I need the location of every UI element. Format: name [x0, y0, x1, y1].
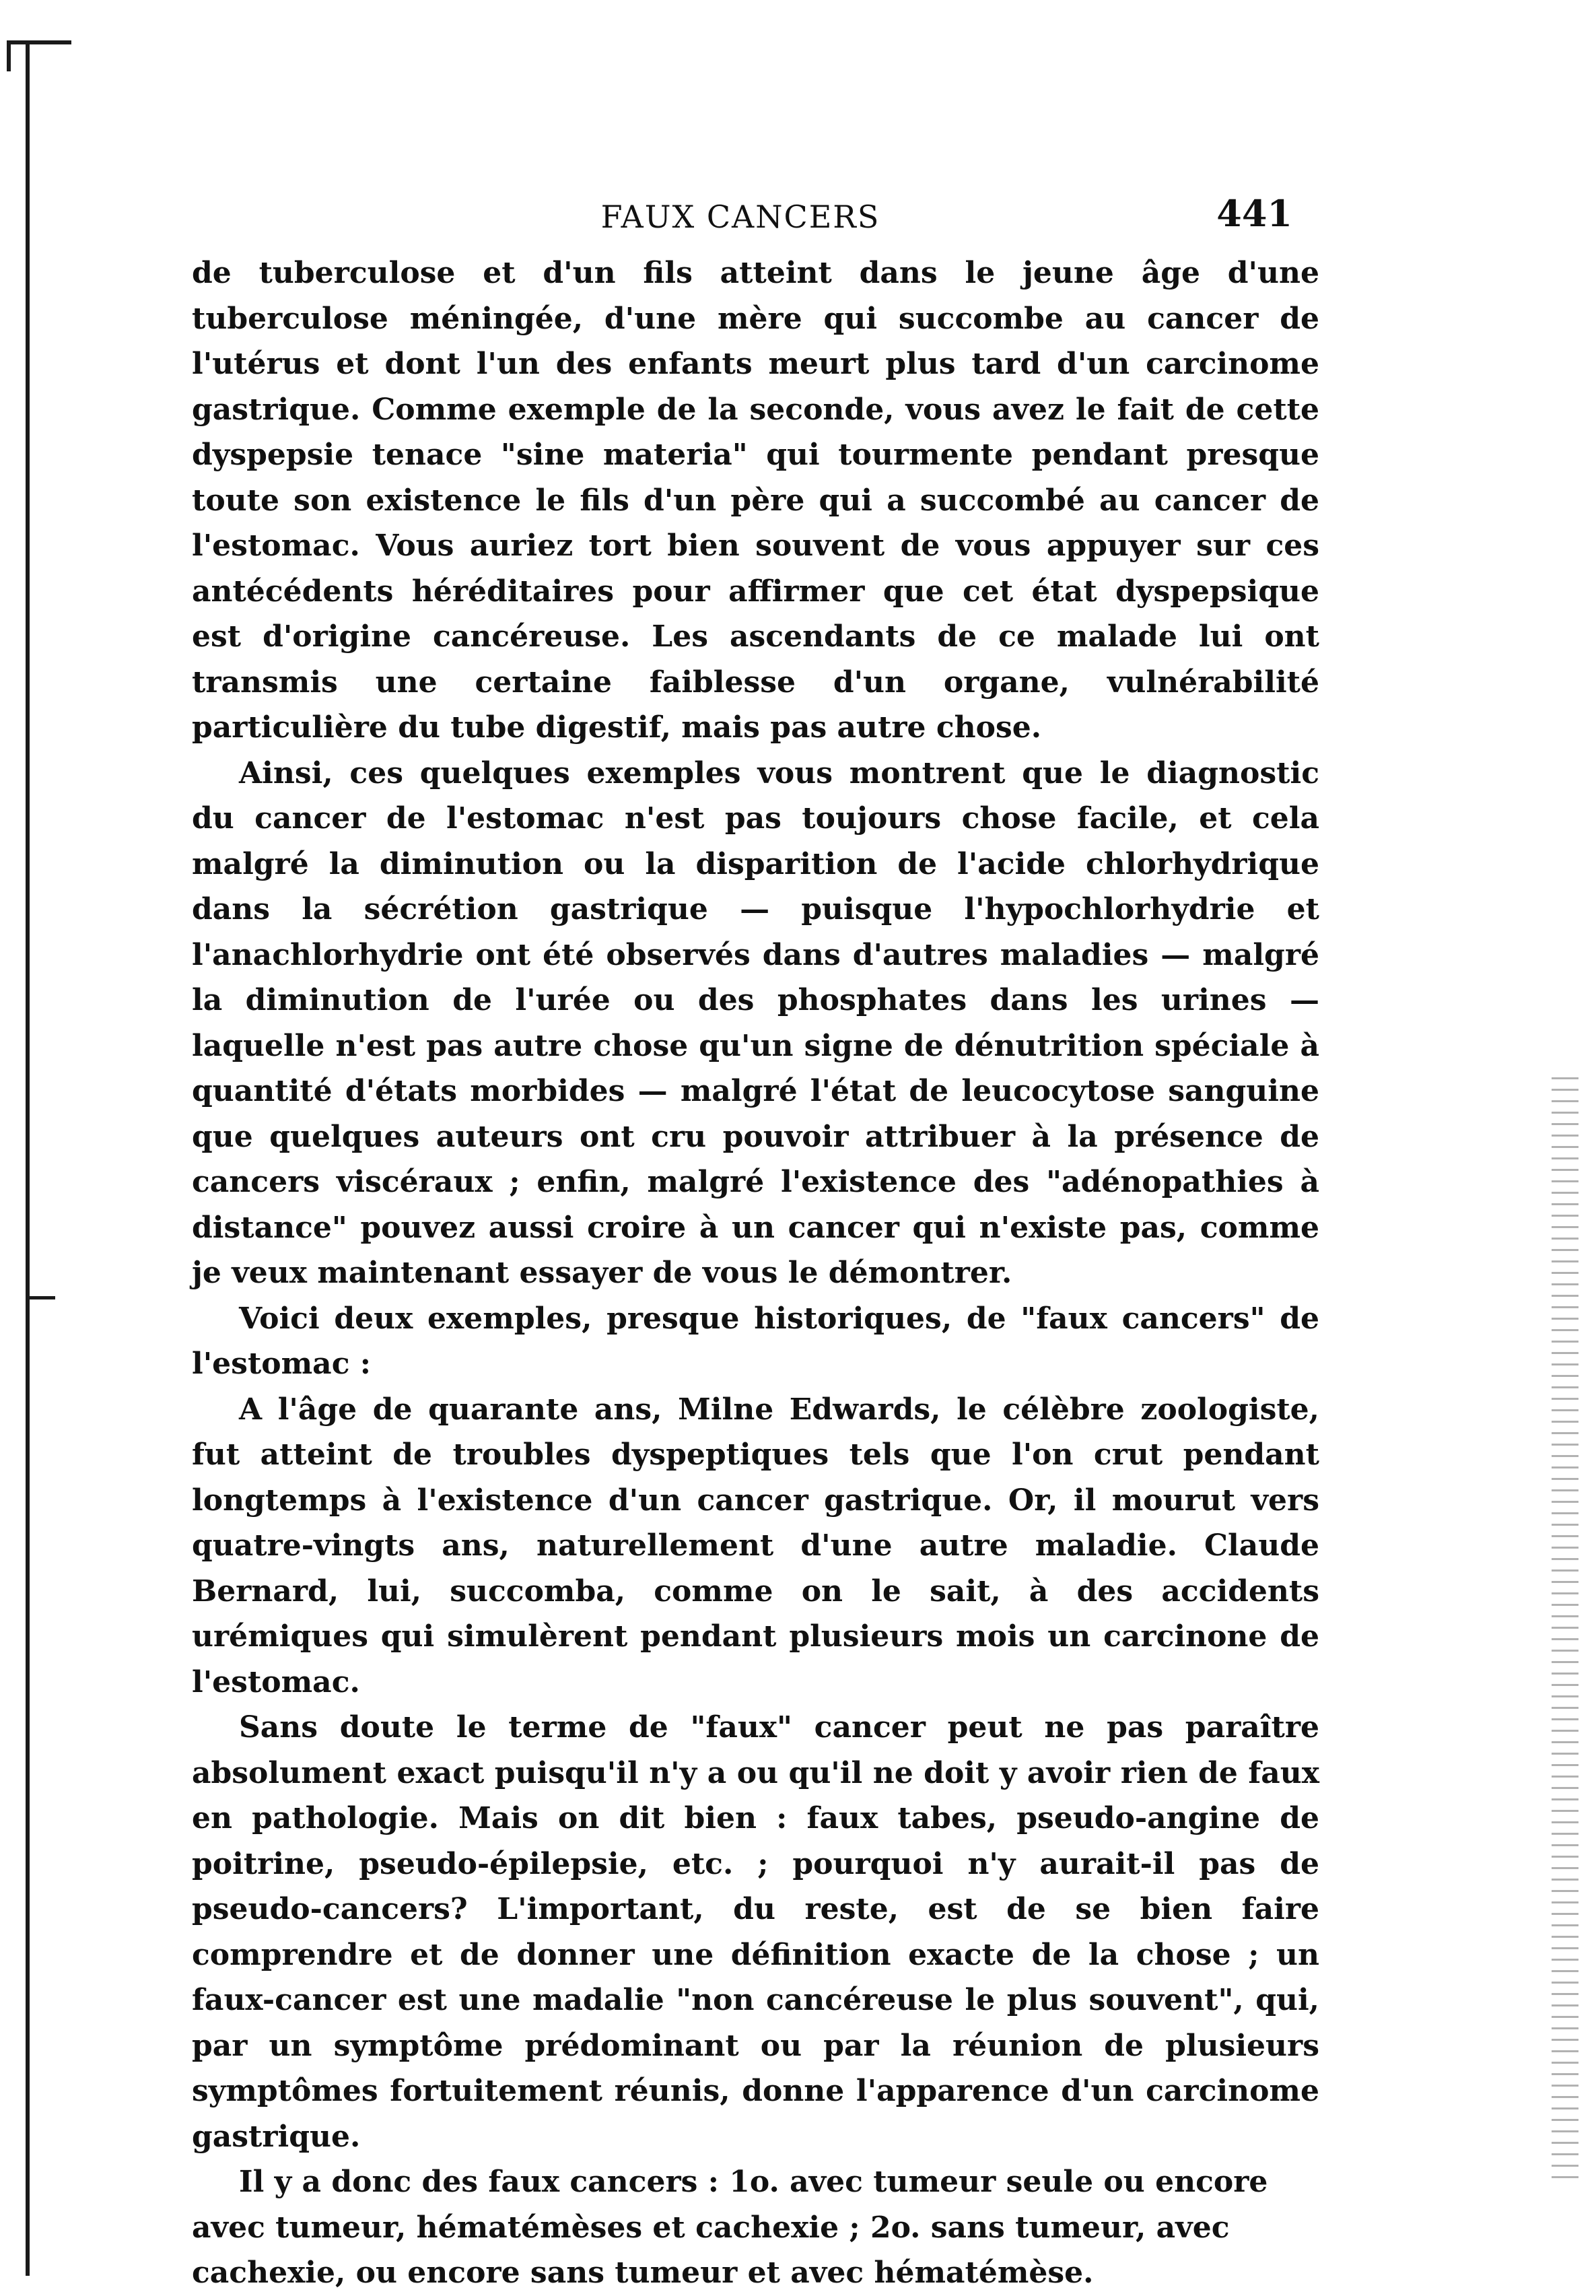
paragraph: de tuberculose et d'un fils atteint dans le jeune âge d'une tuberculose méningée, d'une mère qui succombe au cancer de l'utérus et dont l'un des enfants meurt plus tard d'un carcinome gastrique. Comme exemple de la seconde, vous avez le fait de cette dyspepsie tenace "sine materia" qui tourmente pendant presque toute son existence le fils d'un père qui a succombé au cancer de l'estomac. Vous auriez tort bien souvent de vous appuyer sur ces antécédents héréditaires pour affirmer que cet état dyspepsique est d'origine cancéreuse. Les ascendants de ce malade lui ont transmis une certaine faiblesse d'un organe, vulnérabilité particulière du tube digestif, mais pas autre chose. — [192, 256, 1319, 745]
paragraph: Il y a donc des faux cancers : 1o. avec tumeur seule ou encore avec tumeur, hématémèses et cachexie ; 2o. sans tumeur, avec cachexie, ou encore sans tumeur et avec hématémèse. — [192, 2165, 1268, 2290]
paragraph: Sans doute le terme de "faux" cancer peut ne pas paraître absolument exact puisqu'il n'y a ou qu'il ne doit y avoir rien de faux en pathologie. Mais on dit bien : faux tabes, pseudo-angine de poitrine, pseudo-épilepsie, etc. ; pourquoi n'y aurait-il pas de pseudo-cancers? L'important, du reste, est de se bien faire comprendre et de donner une définition exacte de la chose ; un faux-cancer est une madalie "non cancéreuse le plus souvent", qui, par un symptôme prédominant ou par la réunion de plusieurs symptômes fortuitement réunis, donne l'apparence d'un carcinome gastrique. — [192, 1710, 1319, 2154]
paragraph: Voici deux exemples, presque historiques, de "faux cancers" de l'estomac : — [192, 1301, 1319, 1381]
running-title: FAUX CANCERS — [600, 199, 880, 235]
page-header — [188, 192, 1292, 239]
scan-corner-artifact — [7, 40, 71, 71]
page-number: 441 — [1216, 192, 1292, 235]
body-text — [192, 250, 1319, 2296]
scan-right-edge-noise — [1552, 1077, 1578, 2182]
scan-edge-tick — [30, 1296, 55, 1299]
scan-left-edge — [26, 40, 30, 2276]
paragraph: Ainsi, ces quelques exemples vous montrent que le diagnostic du cancer de l'estomac n'est pas toujours chose facile, et cela malgré la diminution ou la disparition de l'acide chlorhydrique dans la sécrétion gastrique — puisque l'hypochlorhydrie et l'anachlorhydrie ont été observés dans d'autres maladies — malgré la diminution de l'urée ou des phosphates dans les urines — laquelle n'est pas autre chose qu'un signe de dénutrition spéciale à quantité d'états morbides — malgré l'état de leucocytose sanguine que quelques auteurs ont cru pouvoir attribuer à la présence de cancers viscéraux ; enfin, malgré l'existence des "adénopathies à distance" pouvez aussi croire à un cancer qui n'existe pas, comme je veux maintenant essayer de vous le démontrer. — [192, 755, 1319, 1290]
paragraph: A l'âge de quarante ans, Milne Edwards, le célèbre zoologiste, fut atteint de troubles dyspeptiques tels que l'on crut pendant longtemps à l'existence d'un cancer gastrique. Or, il mourut vers quatre-vingts ans, naturellement d'une autre maladie. Claude Bernard, lui, succomba, comme on le sait, à des accidents urémiques qui simulèrent pendant plusieurs mois un carcinone de l'estomac. — [192, 1392, 1319, 1699]
